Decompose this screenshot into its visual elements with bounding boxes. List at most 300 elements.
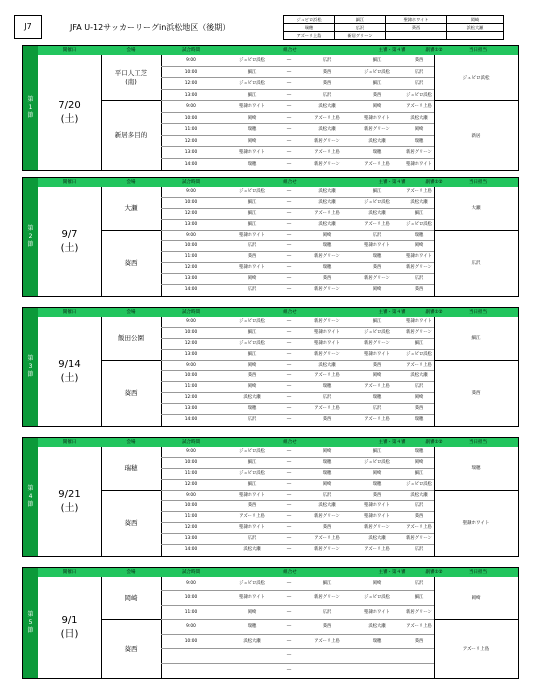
versus-dash: ―	[286, 384, 292, 390]
versus-dash: ―	[286, 525, 292, 531]
versus-dash: ―	[286, 210, 292, 216]
header-ref2: 副審①②	[425, 180, 443, 185]
header-time: 試合時間	[182, 180, 200, 185]
referee-team: 岡崎	[372, 373, 382, 379]
table-row	[161, 274, 434, 285]
kickoff-time: 12:00	[184, 81, 198, 86]
table-row	[161, 491, 434, 502]
referee-team: 葵西	[372, 362, 382, 368]
referee-team: ジュビロ浜松	[364, 329, 390, 335]
assistant-referee-team: アズーリ上島	[406, 189, 432, 194]
away-team: 広沢	[322, 492, 332, 498]
home-team: 浜松大瀬	[243, 395, 261, 401]
header-ref2: 副審①②	[425, 570, 443, 575]
referee-team: 瑞穂	[372, 395, 382, 401]
referee-team: 広沢	[372, 406, 382, 412]
assistant-referee-team: 聖隷ホワイト	[406, 161, 432, 167]
kickoff-time: 9:00	[186, 319, 196, 324]
versus-dash: ―	[286, 503, 292, 509]
header-date: 開催日	[62, 440, 77, 445]
versus-dash: ―	[286, 638, 292, 644]
home-team: 細江	[247, 199, 257, 205]
table-row	[161, 101, 434, 113]
table-row	[161, 78, 434, 90]
match-rows	[161, 447, 434, 491]
duty-team: 葵西	[471, 391, 481, 397]
away-team: アズーリ上島	[314, 150, 340, 155]
away-team: 新居グリーン	[314, 138, 340, 144]
kickoff-time: 10:00	[184, 638, 198, 644]
kickoff-time: 9:00	[186, 624, 196, 630]
versus-dash: ―	[286, 265, 292, 271]
home-team: 聖隷ホワイト	[239, 232, 265, 238]
venue-name: 葵西	[124, 518, 138, 527]
referee-team: 瑞穂	[372, 481, 382, 487]
assistant-referee-team: 浜松大瀬	[410, 199, 428, 205]
assistant-referee-team: 瑞穂	[414, 232, 424, 238]
assistant-referee-team: 細江	[414, 340, 424, 346]
table-row	[161, 620, 434, 634]
away-team: 新居グリーン	[314, 595, 340, 601]
home-team: 聖隷ホワイト	[239, 150, 265, 155]
away-team: 岡崎	[322, 481, 332, 487]
header-match: 組合せ	[283, 180, 297, 185]
kickoff-time: 9:00	[186, 104, 196, 109]
versus-dash: ―	[286, 406, 292, 412]
header-ref2: 副審①②	[425, 48, 443, 53]
match-rows	[161, 55, 434, 101]
home-team: ジュビロ浜松	[239, 340, 265, 346]
assistant-referee-team: 広沢	[414, 503, 424, 509]
kickoff-time: 10:00	[184, 243, 198, 249]
away-team: アズーリ上島	[314, 406, 340, 412]
assistant-referee-team: 新居グリーン	[406, 150, 432, 155]
duty-team: 広沢	[471, 261, 481, 267]
header-match: 組合せ	[283, 440, 297, 445]
away-team: 新居グリーン	[314, 351, 340, 357]
duty-team: 大瀬	[434, 187, 518, 231]
table-row	[161, 393, 434, 404]
away-team: 新居グリーン	[314, 161, 340, 167]
home-team: 岡崎	[247, 138, 257, 144]
round-section	[22, 437, 519, 557]
assistant-referee-team: 広沢	[414, 384, 424, 390]
venue-name: 平口人工芝 (南)	[101, 55, 161, 101]
assistant-referee-team: アズーリ上島	[406, 624, 432, 630]
table-row	[161, 263, 434, 274]
venue-name: 葵西	[124, 388, 138, 397]
assistant-referee-team: 細江	[414, 210, 424, 216]
table-row	[161, 241, 434, 252]
header-ref: 主審・第４審	[378, 310, 406, 315]
team-cell: アズーリ上島	[284, 32, 335, 40]
table-row	[161, 113, 434, 125]
header-date: 開催日	[62, 310, 77, 315]
header-ref: 主審・第４審	[378, 180, 406, 185]
away-team: 細江	[322, 581, 332, 586]
kickoff-time: 12:00	[184, 395, 198, 401]
table-row	[161, 136, 434, 148]
away-team: 広沢	[322, 609, 332, 615]
versus-dash: ―	[286, 138, 292, 144]
day-of-week: (日)	[60, 628, 79, 640]
header-venue: 会場	[126, 570, 136, 575]
kickoff-time: 11:00	[184, 609, 198, 615]
home-team: 聖隷ホワイト	[239, 104, 265, 109]
kickoff-time: 13:00	[184, 351, 198, 357]
duty-team: ジュビロ浜松	[434, 55, 518, 101]
duty-team: 瑞穂	[434, 447, 518, 491]
match-rows	[161, 231, 434, 296]
home-team: 細江	[247, 481, 257, 487]
home-team: 岡崎	[247, 609, 257, 615]
match-rows	[161, 491, 434, 556]
versus-dash: ―	[286, 254, 292, 260]
header-venue: 会場	[126, 48, 136, 53]
round-section	[22, 177, 519, 297]
versus-dash: ―	[286, 150, 292, 155]
assistant-referee-team: 浜松大瀬	[410, 492, 428, 498]
header-time: 試合時間	[182, 310, 200, 315]
referee-team: 瑞穂	[372, 254, 382, 260]
home-team: ジュビロ浜松	[239, 449, 265, 454]
assistant-referee-team: 広沢	[414, 581, 424, 586]
team-cell: ジュビロ浜松	[284, 16, 335, 24]
assistant-referee-team: 新居グリーン	[406, 265, 432, 271]
round-section	[22, 307, 519, 427]
venue-name: 大瀬	[101, 187, 161, 231]
table-row	[161, 415, 434, 426]
header-duty: 当日担当	[469, 48, 487, 53]
date-value: 7/20	[58, 99, 81, 111]
teams-row	[284, 16, 504, 24]
home-team: ジュビロ浜松	[239, 189, 265, 194]
header-ref2: 副審①②	[425, 310, 443, 315]
home-team: 細江	[247, 459, 257, 465]
home-team: 細江	[247, 210, 257, 216]
table-row	[161, 512, 434, 523]
away-team: 新居グリーン	[314, 287, 340, 293]
home-team: 広沢	[247, 536, 257, 542]
assistant-referee-team: 聖隷ホワイト	[406, 254, 432, 260]
assistant-referee-team: ジュビロ浜松	[406, 221, 432, 227]
header-ref: 主審・第４審	[378, 440, 406, 445]
kickoff-time: 11:00	[184, 384, 198, 390]
referee-team: 聖隷ホワイト	[364, 243, 390, 249]
header-match: 組合せ	[283, 310, 297, 315]
home-team: 聖隷ホワイト	[239, 492, 265, 498]
kickoff-time: 9:00	[186, 58, 196, 63]
versus-dash: ―	[286, 609, 292, 615]
versus-dash: ―	[286, 104, 292, 109]
home-team: 瑞穂	[247, 161, 257, 167]
table-row	[161, 545, 434, 556]
assistant-referee-team: 新居グリーン	[406, 329, 432, 335]
assistant-referee-team: 広沢	[414, 69, 424, 75]
home-team: 広沢	[247, 417, 257, 423]
referee-team: 葵西	[372, 265, 382, 271]
referee-team: 岡崎	[372, 287, 382, 293]
kickoff-time: 13:00	[184, 276, 198, 282]
header-time: 試合時間	[182, 48, 200, 53]
venue-name: 瑞穂	[101, 447, 161, 491]
assistant-referee-team: 葵西	[414, 287, 424, 293]
table-row	[161, 187, 434, 198]
round-section	[22, 567, 519, 679]
home-team: 浜松大瀬	[243, 638, 261, 644]
home-team: アズーリ上島	[239, 514, 265, 520]
referee-team: 浜松大瀬	[368, 138, 386, 144]
kickoff-time: 14:00	[184, 547, 198, 553]
header-duty: 当日担当	[469, 440, 487, 445]
section-header	[38, 308, 518, 317]
home-team: 広沢	[247, 243, 257, 249]
match-date	[38, 55, 101, 170]
home-team: 細江	[247, 92, 257, 98]
round-label: 第 5 節	[23, 568, 38, 678]
table-row	[161, 317, 434, 328]
versus-dash: ―	[286, 351, 292, 357]
table-row	[161, 67, 434, 79]
team-cell: 岡崎	[447, 16, 504, 24]
table-row	[161, 361, 434, 372]
table-row	[161, 447, 434, 458]
home-team: ジュビロ浜松	[239, 581, 265, 586]
header-ref: 主審・第４審	[378, 48, 406, 53]
away-team: 浜松大瀬	[318, 362, 336, 368]
away-team: 瑞穂	[322, 243, 332, 249]
header-date: 開催日	[62, 180, 77, 185]
assistant-referee-team: 瑞穂	[414, 138, 424, 144]
assistant-referee-team: 葵西	[414, 58, 424, 63]
kickoff-time: 13:00	[184, 150, 198, 155]
table-row	[161, 458, 434, 469]
referee-team: 聖隷ホワイト	[364, 351, 390, 357]
table-row	[161, 523, 434, 534]
versus-dash: ―	[286, 470, 292, 476]
table-row	[161, 159, 434, 171]
versus-dash: ―	[286, 373, 292, 379]
referee-team: 聖隷ホワイト	[364, 115, 390, 121]
referee-team: 瑞穂	[372, 638, 382, 644]
assistant-referee-team: 葵西	[414, 638, 424, 644]
referee-team: 新居グリーン	[364, 525, 390, 531]
away-team: 新居グリーン	[314, 319, 340, 324]
table-row	[161, 469, 434, 480]
table-row	[161, 591, 434, 605]
team-cell: 細江	[335, 16, 386, 24]
versus-dash: ―	[286, 492, 292, 498]
kickoff-time: 13:00	[184, 92, 198, 98]
away-team: 葵西	[322, 81, 332, 86]
kickoff-time: 10:00	[184, 329, 198, 335]
match-date	[38, 447, 101, 556]
referee-team: 聖隷ホワイト	[364, 514, 390, 520]
referee-team: 葵西	[372, 492, 382, 498]
home-team: 葵西	[247, 373, 257, 379]
header-time: 試合時間	[182, 570, 200, 575]
table-row	[161, 649, 434, 663]
section-header	[38, 438, 518, 447]
duty-team: 細江	[434, 317, 518, 361]
kickoff-time: 13:00	[184, 536, 198, 542]
home-team: 葵西	[247, 503, 257, 509]
referee-team: ジュビロ浜松	[364, 595, 390, 601]
home-team: 聖隷ホワイト	[239, 595, 265, 601]
table-row	[161, 480, 434, 491]
kickoff-time: 9:00	[186, 581, 196, 586]
duty-team: 聖隷ホワイト	[462, 521, 490, 527]
versus-dash: ―	[286, 221, 292, 227]
referee-team: 細江	[372, 319, 382, 324]
assistant-referee-team: 岡崎	[414, 243, 424, 249]
header-match: 組合せ	[283, 570, 297, 575]
versus-dash: ―	[286, 329, 292, 335]
table-row	[161, 534, 434, 545]
referee-team: アズーリ上島	[364, 384, 390, 390]
table-row	[161, 220, 434, 231]
header-match: 組合せ	[283, 48, 297, 53]
teams-row	[284, 32, 504, 40]
referee-team: 聖隷ホワイト	[364, 503, 390, 509]
round-label: 第 2 節	[23, 178, 38, 296]
team-cell	[447, 32, 504, 40]
table-row	[161, 90, 434, 102]
home-team: 浜松大瀬	[243, 547, 261, 553]
assistant-referee-team: ジュビロ浜松	[406, 92, 432, 98]
section-header	[38, 178, 518, 187]
table-row	[161, 606, 434, 620]
table-row	[161, 339, 434, 350]
header-venue: 会場	[126, 310, 136, 315]
versus-dash: ―	[286, 115, 292, 121]
match-rows	[161, 577, 434, 620]
versus-dash: ―	[286, 276, 292, 282]
away-team: 広沢	[322, 395, 332, 401]
table-row	[161, 124, 434, 136]
kickoff-time: 14:00	[184, 287, 198, 293]
round-label: 第 3 節	[23, 308, 38, 426]
table-row	[161, 252, 434, 263]
referee-team: ジュビロ浜松	[364, 69, 390, 75]
kickoff-time: 12:00	[184, 265, 198, 271]
versus-dash: ―	[286, 243, 292, 249]
round-label: 第 4 節	[23, 438, 38, 556]
versus-dash: ―	[286, 449, 292, 454]
kickoff-time: 10:00	[184, 69, 198, 75]
home-team: ジュビロ浜松	[239, 319, 265, 324]
match-rows	[161, 361, 434, 426]
versus-dash: ―	[286, 395, 292, 401]
versus-dash: ―	[286, 287, 292, 293]
away-team: 聖隷ホワイト	[314, 340, 340, 346]
home-team: 聖隷ホワイト	[239, 525, 265, 531]
versus-dash: ―	[286, 481, 292, 487]
kickoff-time: 14:00	[184, 417, 198, 423]
day-of-week: (土)	[60, 372, 79, 384]
assistant-referee-team: ジュビロ浜松	[406, 481, 432, 487]
kickoff-time: 10:00	[184, 199, 198, 205]
doc-id-box: J7	[14, 15, 42, 39]
header-duty: 当日担当	[469, 570, 487, 575]
venue-name: 葵西	[124, 258, 138, 267]
assistant-referee-team: 岡崎	[414, 395, 424, 401]
home-team: 瑞穂	[247, 406, 257, 412]
assistant-referee-team: アズーリ上島	[406, 362, 432, 368]
kickoff-time: 10:00	[184, 459, 198, 465]
header-duty: 当日担当	[469, 310, 487, 315]
versus-dash: ―	[286, 653, 292, 659]
away-team: アズーリ上島	[314, 210, 340, 216]
away-team: 聖隷ホワイト	[314, 329, 340, 335]
referee-team: ジュビロ浜松	[364, 459, 390, 465]
match-date	[38, 317, 101, 426]
referee-team: アズーリ上島	[364, 221, 390, 227]
away-team: 浜松大瀬	[318, 221, 336, 227]
kickoff-time: 12:00	[184, 138, 198, 144]
kickoff-time: 12:00	[184, 481, 198, 487]
away-team: 浜松大瀬	[318, 189, 336, 194]
assistant-referee-team: 広沢	[414, 276, 424, 282]
kickoff-time: 10:00	[184, 595, 198, 601]
team-cell	[386, 32, 447, 40]
away-team: アズーリ上島	[314, 536, 340, 542]
away-team: 岡崎	[322, 232, 332, 238]
versus-dash: ―	[286, 362, 292, 368]
referee-team: 細江	[372, 449, 382, 454]
day-of-week: (土)	[60, 502, 79, 514]
assistant-referee-team: アズーリ上島	[406, 525, 432, 531]
header-venue: 会場	[126, 440, 136, 445]
referee-team: 葵西	[372, 92, 382, 98]
versus-dash: ―	[286, 595, 292, 601]
versus-dash: ―	[286, 667, 292, 673]
venue-name: 新居多目的	[114, 131, 148, 139]
away-team: 浜松大瀬	[318, 104, 336, 109]
versus-dash: ―	[286, 340, 292, 346]
duty-team: 岡崎	[434, 577, 518, 620]
section-header	[38, 568, 518, 577]
table-row	[161, 382, 434, 393]
referee-team: 岡崎	[372, 470, 382, 476]
home-team: 細江	[247, 351, 257, 357]
referee-team: 広沢	[372, 232, 382, 238]
referee-team: 瑞穂	[372, 150, 382, 155]
kickoff-time: 9:00	[186, 232, 196, 238]
assistant-referee-team: 岡崎	[414, 127, 424, 132]
table-row	[161, 55, 434, 67]
assistant-referee-team: 浜松大瀬	[410, 373, 428, 379]
kickoff-time: 12:00	[184, 210, 198, 216]
round-section	[22, 45, 519, 171]
versus-dash: ―	[286, 624, 292, 630]
away-team: アズーリ上島	[314, 115, 340, 121]
referee-team: アズーリ上島	[364, 417, 390, 423]
match-rows	[161, 317, 434, 361]
team-cell: 浜松大瀬	[447, 24, 504, 32]
kickoff-time: 14:00	[184, 161, 198, 167]
match-date	[38, 187, 101, 296]
home-team: 広沢	[247, 287, 257, 293]
referee-team: 細江	[372, 81, 382, 86]
home-team: 岡崎	[247, 384, 257, 390]
match-date	[38, 577, 101, 678]
versus-dash: ―	[286, 459, 292, 465]
versus-dash: ―	[286, 58, 292, 63]
team-cell: 葵西	[386, 24, 447, 32]
away-team: 浜松大瀬	[318, 127, 336, 132]
kickoff-time: 11:00	[184, 470, 198, 476]
